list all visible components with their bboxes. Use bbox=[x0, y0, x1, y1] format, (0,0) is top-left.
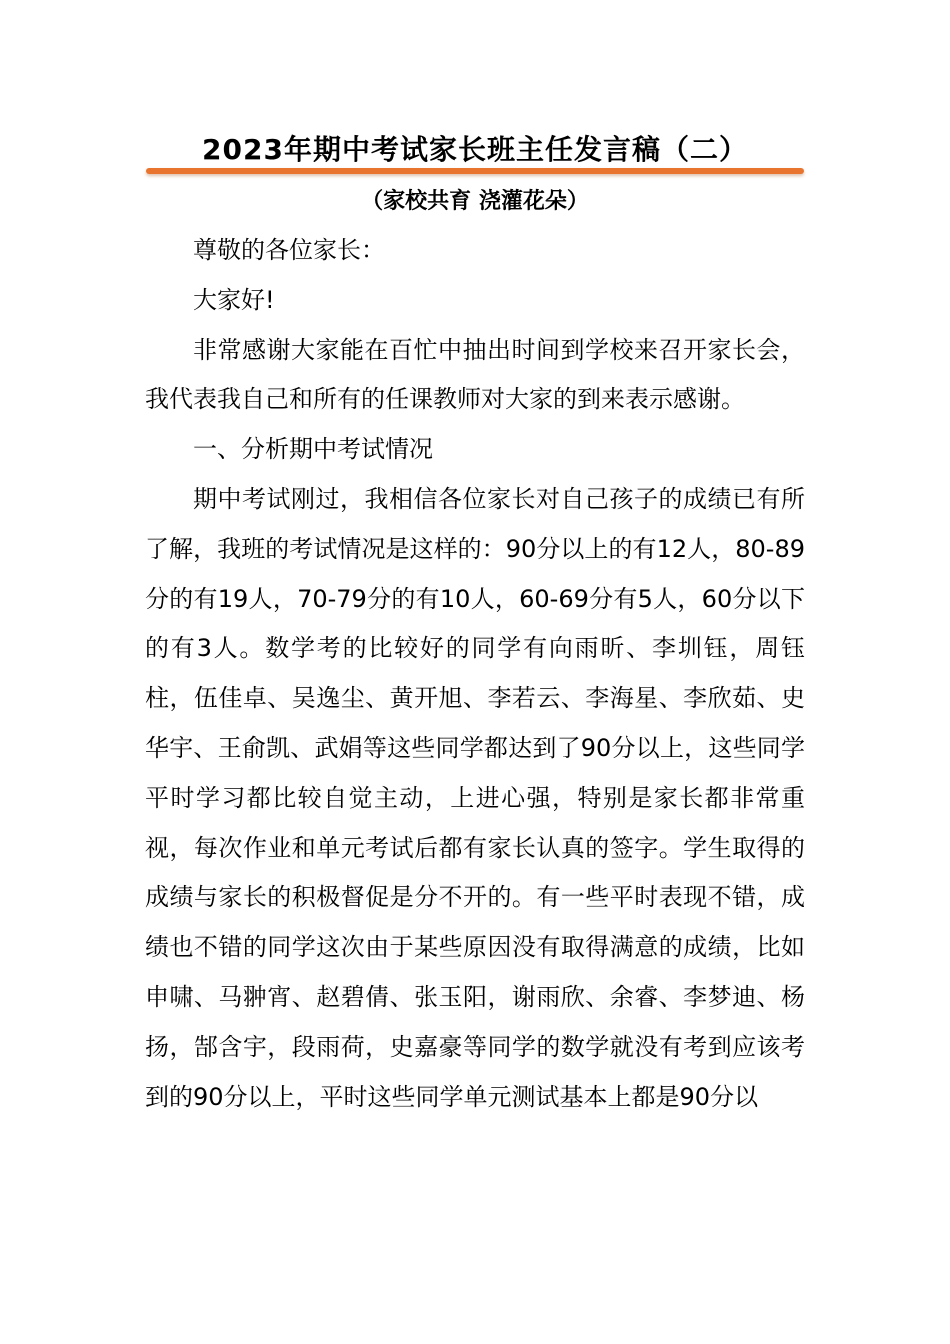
analysis-paragraph: 期中考试刚过，我相信各位家长对自己孩子的成绩已有所了解，我班的考试情况是这样的：90分以上的有12人，80-89分的有19人，70-79分的有10人，60-69分有5人，60分以下的有3人。数学考的比较好的同学有向雨昕、李圳钰，周钰柱，伍佳卓、吴逸尘、黄开旭、李若云、李海星、李欣茹、史华宇、王俞凯、武娟等这些同学都达到了90分以上，这些同学平时学习都比较自觉主动，上进心强，特别是家长都非常重视，每次作业和单元考试后都有家长认真的签字。学生取得的成绩与家长的积极督促是分不开的。有一些平时表现不错，成绩也不错的同学这次由于某些原因没有取得满意的成绩，比如申啸、马翀宵、赵碧倩、张玉阳，谢雨欣、余睿、李梦迪、杨扬，郜含宇，段雨荷，史嘉豪等同学的数学就没有考到应该考到的90分以上，平时这些同学单元测试基本上都是90分以 bbox=[145, 484, 805, 1111]
salutation: 尊敬的各位家长： bbox=[193, 236, 385, 264]
document-subtitle: （家校共育 浇灌花朵） bbox=[361, 189, 589, 214]
section-heading: 一、分析期中考试情况 bbox=[193, 435, 433, 464]
title-underline bbox=[146, 168, 804, 174]
document-title: 2023年期中考试家长班主任发言稿（二） bbox=[202, 133, 748, 166]
greeting: 大家好! bbox=[193, 285, 275, 314]
thanks-paragraph: 非常感谢大家能在百忙中抽出时间到学校来召开家长会，我代表我自己和所有的任课教师对大家的到来表示感谢。 bbox=[145, 335, 805, 414]
document-body bbox=[145, 226, 805, 1122]
